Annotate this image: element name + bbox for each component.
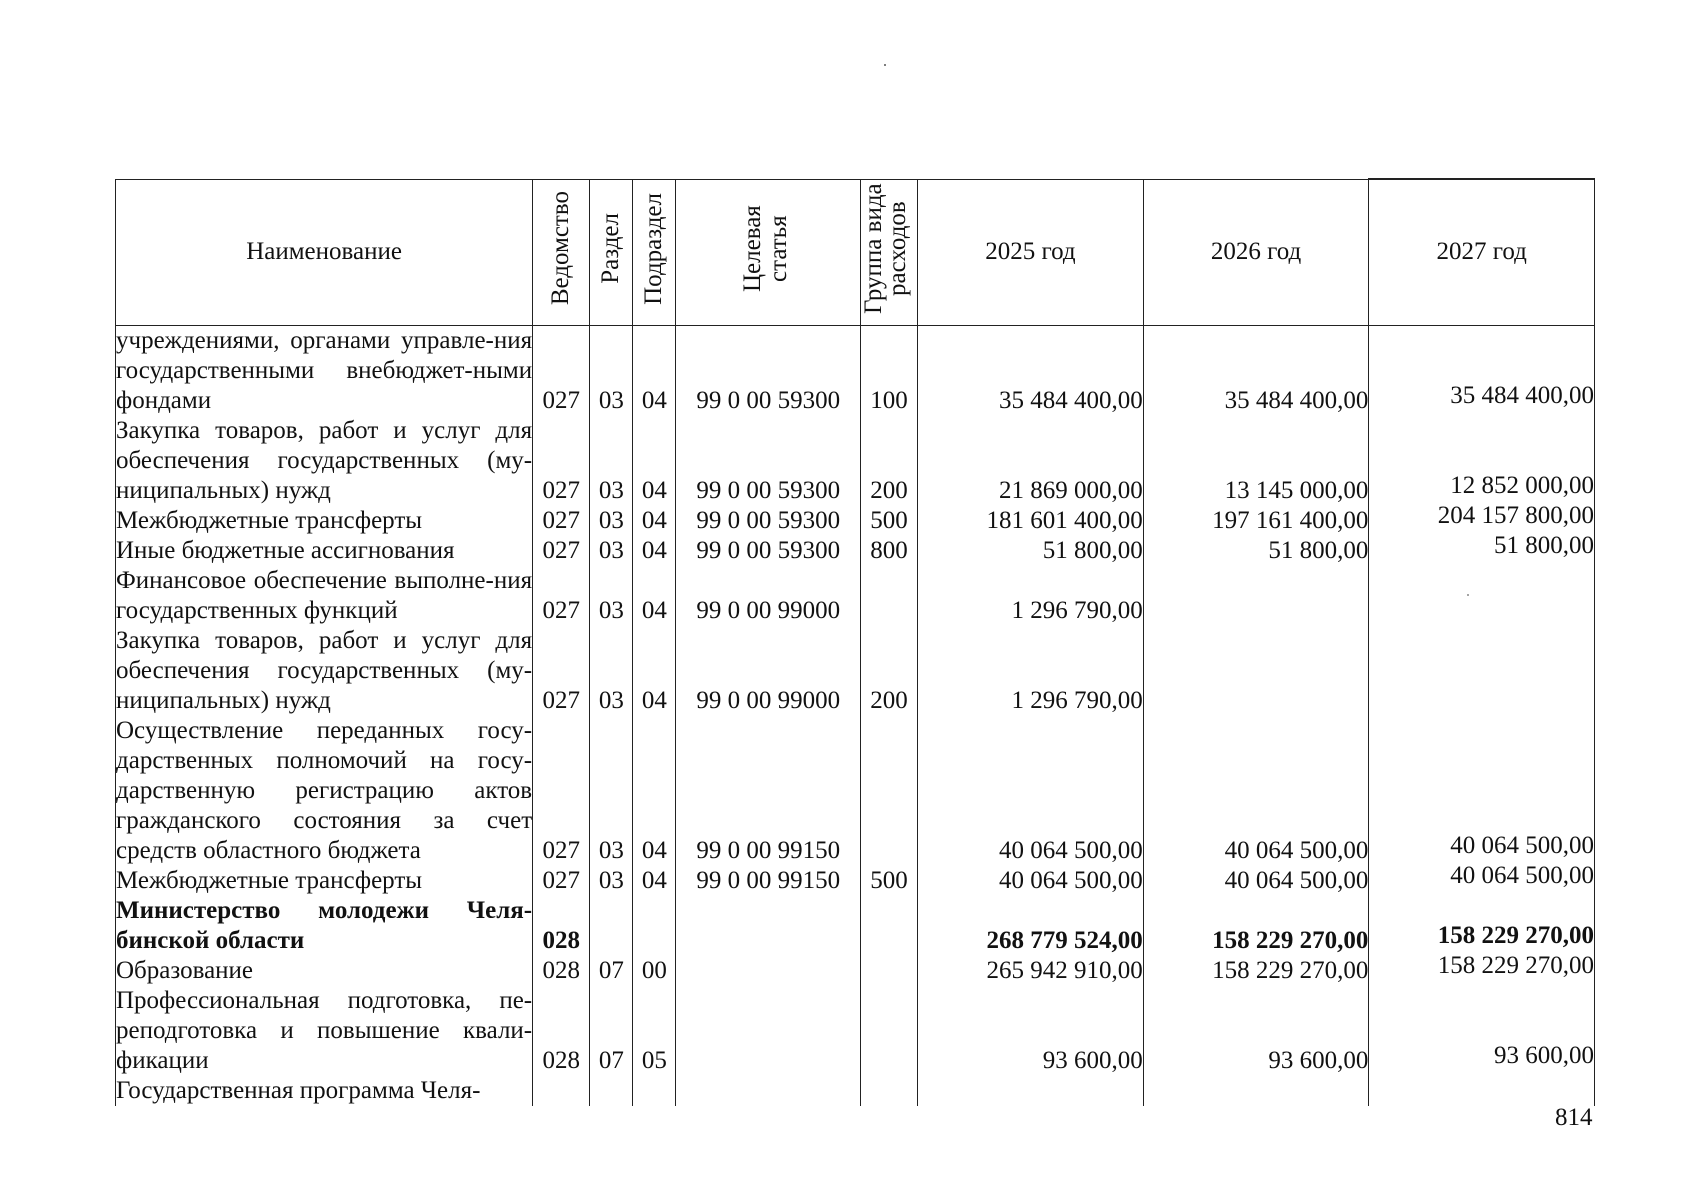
- cell-grp: 200: [860, 626, 917, 716]
- cell-podr: 04: [633, 626, 676, 716]
- cell-razd: 03: [590, 866, 633, 896]
- cell-podr: 04: [633, 325, 676, 416]
- table-row: [116, 896, 1595, 956]
- cell-y2026: [1143, 1076, 1369, 1106]
- table-row: [116, 536, 1595, 566]
- cell-y2026: 40 064 500,00: [1143, 866, 1369, 896]
- cell-y2025: 1 296 790,00: [918, 566, 1144, 626]
- cell-y2026: 51 800,00: [1143, 536, 1369, 566]
- cell-cel: 99 0 00 59300: [676, 506, 860, 536]
- cell-cel: [676, 956, 860, 986]
- cell-podr: 05: [633, 986, 676, 1076]
- cell-ved: 027: [533, 416, 590, 506]
- cell-ved: 027: [533, 866, 590, 896]
- cell-name: Государственная программа Челя-: [116, 1076, 533, 1106]
- cell-y2025: [918, 1076, 1144, 1106]
- table-row: [116, 416, 1595, 506]
- header-celevaya: Целевая статья: [676, 179, 860, 325]
- scan-speck: [884, 64, 886, 66]
- cell-y2026: 93 600,00: [1143, 986, 1369, 1076]
- cell-y2025: 35 484 400,00: [918, 325, 1144, 416]
- table-row: [116, 325, 1595, 416]
- cell-razd: 03: [590, 325, 633, 416]
- cell-podr: 04: [633, 506, 676, 536]
- cell-y2025: 93 600,00: [918, 986, 1144, 1076]
- cell-ved: 028: [533, 956, 590, 986]
- cell-cel: 99 0 00 59300: [676, 416, 860, 506]
- cell-grp: 500: [860, 866, 917, 896]
- cell-y2027: [1369, 1076, 1595, 1106]
- cell-y2026: 13 145 000,00: [1143, 416, 1369, 506]
- cell-name: Осуществление переданных госу-дарственных полномочий на госу-дарственную регистрацию актов гражданского состояния за счет средств областного бюджета: [116, 716, 533, 864]
- cell-razd: 03: [590, 626, 633, 716]
- cell-y2026: 35 484 400,00: [1143, 325, 1369, 416]
- cell-razd: 03: [590, 506, 633, 536]
- cell-ved: 027: [533, 626, 590, 716]
- cell-grp: 500: [860, 506, 917, 536]
- cell-podr: 04: [633, 536, 676, 566]
- cell-cel: 99 0 00 59300: [676, 536, 860, 566]
- cell-y2027: 40 064 500,00: [1369, 866, 1595, 896]
- cell-cel: [676, 986, 860, 1076]
- table-row: [116, 626, 1595, 716]
- cell-ved: 027: [533, 716, 590, 866]
- cell-y2026: 197 161 400,00: [1143, 506, 1369, 536]
- cell-y2025: 181 601 400,00: [918, 506, 1144, 536]
- cell-y2027: 93 600,00: [1369, 986, 1595, 1076]
- cell-cel: [676, 896, 860, 956]
- cell-name: Межбюджетные трансферты: [116, 866, 533, 896]
- cell-name: Финансовое обеспечение выполне-ния государственных функций: [116, 566, 533, 624]
- cell-y2027: 158 229 270,00: [1369, 956, 1595, 986]
- table-row: [116, 1076, 1595, 1106]
- header-razdel: Раздел: [590, 179, 633, 325]
- cell-y2027: [1369, 626, 1595, 716]
- cell-y2027: 51 800,00: [1369, 536, 1595, 566]
- cell-y2026: 158 229 270,00: [1143, 896, 1369, 956]
- cell-y2027: 158 229 270,00: [1369, 896, 1595, 956]
- cell-podr: 04: [633, 416, 676, 506]
- cell-podr: [633, 896, 676, 956]
- cell-grp: [860, 1076, 917, 1106]
- table-row: [116, 866, 1595, 896]
- header-gruppa: Группа вида расходов: [860, 179, 917, 325]
- cell-y2025: 40 064 500,00: [918, 716, 1144, 866]
- header-vedomstvo: Ведомство: [533, 179, 590, 325]
- table-row: [116, 566, 1595, 626]
- cell-grp: [860, 566, 917, 626]
- header-2027: 2027 год: [1369, 179, 1595, 325]
- cell-y2027: 12 852 000,00: [1369, 416, 1595, 506]
- cell-grp: 100: [860, 325, 917, 416]
- cell-ved: 027: [533, 325, 590, 416]
- cell-razd: 03: [590, 536, 633, 566]
- cell-podr: 00: [633, 956, 676, 986]
- cell-name: Министерство молодежи Челя-бинской области: [116, 896, 533, 954]
- cell-ved: 028: [533, 986, 590, 1076]
- cell-cel: 99 0 00 99000: [676, 566, 860, 626]
- cell-ved: [533, 1076, 590, 1106]
- cell-grp: [860, 716, 917, 866]
- cell-podr: 04: [633, 866, 676, 896]
- cell-name: Межбюджетные трансферты: [116, 506, 533, 536]
- cell-ved: 027: [533, 566, 590, 626]
- cell-cel: 99 0 00 59300: [676, 325, 860, 416]
- cell-y2025: 265 942 910,00: [918, 956, 1144, 986]
- cell-ved: 028: [533, 896, 590, 956]
- cell-y2026: 40 064 500,00: [1143, 716, 1369, 866]
- header-name: Наименование: [116, 179, 533, 325]
- cell-razd: 07: [590, 956, 633, 986]
- cell-cel: 99 0 00 99150: [676, 866, 860, 896]
- cell-grp: [860, 896, 917, 956]
- cell-name: Профессиональная подготовка, пе-реподготовка и повышение квали-фикации: [116, 986, 533, 1074]
- cell-name: Образование: [116, 956, 533, 986]
- cell-cel: [676, 1076, 860, 1106]
- cell-name: Иные бюджетные ассигнования: [116, 536, 533, 566]
- page-number: 814: [1555, 1104, 1593, 1131]
- table-header-row: [116, 179, 1595, 325]
- cell-razd: 03: [590, 416, 633, 506]
- cell-podr: 04: [633, 566, 676, 626]
- budget-table: [115, 178, 1595, 1106]
- cell-y2025: 268 779 524,00: [918, 896, 1144, 956]
- cell-grp: 200: [860, 416, 917, 506]
- cell-cel: 99 0 00 99000: [676, 626, 860, 716]
- cell-y2027: 204 157 800,00: [1369, 506, 1595, 536]
- cell-razd: [590, 1076, 633, 1106]
- cell-podr: 04: [633, 716, 676, 866]
- table-row: [116, 956, 1595, 986]
- cell-y2027: 35 484 400,00: [1369, 325, 1595, 416]
- cell-grp: [860, 956, 917, 986]
- cell-name: Закупка товаров, работ и услуг для обеспечения государственных (му-ниципальных) нужд: [116, 626, 533, 714]
- cell-y2025: 40 064 500,00: [918, 866, 1144, 896]
- cell-y2025: 21 869 000,00: [918, 416, 1144, 506]
- cell-razd: 03: [590, 566, 633, 626]
- cell-y2025: 51 800,00: [918, 536, 1144, 566]
- table-row: [116, 506, 1595, 536]
- cell-grp: 800: [860, 536, 917, 566]
- cell-y2027: [1369, 566, 1595, 626]
- cell-y2027: 40 064 500,00: [1369, 716, 1595, 866]
- header-2025: 2025 год: [918, 179, 1144, 325]
- table-row: [116, 986, 1595, 1076]
- cell-y2026: [1143, 626, 1369, 716]
- cell-name: Закупка товаров, работ и услуг для обеспечения государственных (му-ниципальных) нужд: [116, 416, 533, 504]
- cell-y2026: 158 229 270,00: [1143, 956, 1369, 986]
- cell-y2025: 1 296 790,00: [918, 626, 1144, 716]
- cell-podr: [633, 1076, 676, 1106]
- header-podrazdel: Подраздел: [633, 179, 676, 325]
- cell-cel: 99 0 00 99150: [676, 716, 860, 866]
- cell-name: учреждениями, органами управле-ния государственными внебюджет-ными фондами: [116, 326, 533, 414]
- cell-ved: 027: [533, 536, 590, 566]
- cell-razd: 07: [590, 986, 633, 1076]
- header-2026: 2026 год: [1143, 179, 1369, 325]
- cell-razd: 03: [590, 716, 633, 866]
- cell-grp: [860, 986, 917, 1076]
- cell-razd: [590, 896, 633, 956]
- table-row: [116, 716, 1595, 866]
- cell-ved: 027: [533, 506, 590, 536]
- cell-y2026: [1143, 566, 1369, 626]
